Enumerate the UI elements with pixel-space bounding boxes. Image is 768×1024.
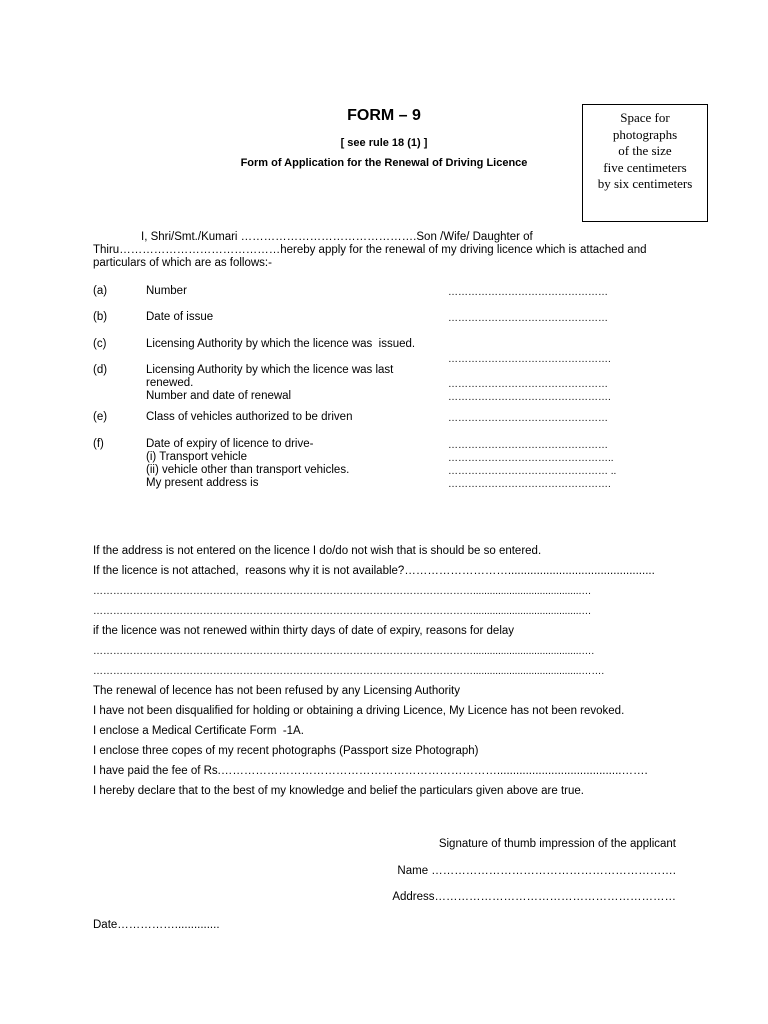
item-label-transport-vehicle: (i) Transport vehicle	[146, 451, 247, 463]
form-title: FORM – 9	[347, 107, 421, 124]
blank-renewing-authority[interactable]: …………………………………………	[448, 379, 608, 390]
photo-box-line: photographs	[612, 126, 678, 142]
photo-box-line: Space for	[620, 110, 670, 125]
fee-statement[interactable]: I have paid the fee of Rs.……………………………………………………………….......................................…….	[93, 765, 648, 777]
form-subtitle: Form of Application for the Renewal of Driving Licence	[240, 157, 528, 169]
licence-not-attached[interactable]: If the licence is not attached, reasons why it is not available?………………………..............................................	[93, 565, 655, 577]
medical-certificate-statement: I enclose a Medical Certificate Form -1A.	[93, 725, 304, 737]
blank-vehicle-class[interactable]: …………………………………………	[448, 413, 608, 424]
item-label-present-address: My present address is	[146, 477, 259, 489]
dotted-line[interactable]: …………………………………………………………………………………………………….......................................…	[93, 586, 592, 597]
dotted-line[interactable]: …………………………………………………………………………………………………….......................................…	[93, 606, 592, 617]
item-label-number: Number	[146, 285, 187, 297]
intro-line-2: Thiru……………………………………hereby apply for the renewal of my driving licence which is attached and	[93, 244, 647, 256]
dotted-line[interactable]: …………………………………………………………………………………………………….......................................…….	[93, 666, 605, 677]
declaration: I hereby declare that to the best of my knowledge and belief the particulars given above are true.	[93, 785, 584, 797]
intro-line-1: I, Shri/Smt./Kumari ……………………………………….Son /Wife/ Daughter of	[141, 231, 533, 243]
not-disqualified-statement: I have not been disqualified for holding or obtaining a driving Licence, My Licence has not been revoked.	[93, 705, 625, 717]
blank-expiry-date[interactable]: …………………………………………	[448, 440, 608, 451]
item-letter-f: (f)	[93, 438, 104, 450]
blank-present-address[interactable]: ………………………………………….	[448, 479, 611, 490]
item-letter-d: (d)	[93, 364, 108, 376]
item-letter-c: (c)	[93, 338, 107, 350]
item-label-expiry-date: Date of expiry of licence to drive-	[146, 438, 314, 450]
photo-box-line: of the size	[618, 143, 672, 158]
item-label-date-of-issue: Date of issue	[146, 311, 214, 323]
item-label-renewing-authority-cont: renewed.	[146, 377, 194, 389]
signature-label: Signature of thumb impression of the applicant	[438, 838, 676, 850]
address-note: If the address is not entered on the licence I do/do not wish that is should be so entered.	[93, 545, 542, 557]
intro-line-3: particulars of which are as follows:-	[93, 257, 272, 269]
photo-box	[582, 104, 708, 222]
item-letter-e: (e)	[93, 411, 108, 423]
address-field[interactable]: Address………………………………………………………	[392, 891, 676, 903]
blank-transport-vehicle[interactable]: …………………………………………..	[448, 453, 614, 464]
dotted-line[interactable]: …………………………………………………………………………………………………….......................................….	[93, 646, 595, 657]
licence-not-renewed: if the licence was not renewed within thirty days of date of expiry, reasons for delay	[93, 625, 515, 637]
item-label-renewing-authority: Licensing Authority by which the licence was last	[146, 364, 394, 376]
not-refused-statement: The renewal of lecence has not been refused by any Licensing Authority	[93, 685, 460, 697]
blank-date-of-issue[interactable]: …………………………………………	[448, 313, 608, 324]
photo-box-line: five centimeters	[603, 159, 687, 175]
blank-renewal-number-date[interactable]: ………………………………………….	[448, 392, 611, 403]
item-letter-a: (a)	[93, 285, 108, 297]
photo-box-line: by six centimeters	[597, 176, 693, 191]
item-label-issuing-authority: Licensing Authority by which the licence was issued.	[146, 338, 416, 350]
photographs-statement: I enclose three copes of my recent photographs (Passport size Photograph)	[93, 745, 479, 757]
date-field[interactable]: Date……………..............	[93, 919, 220, 931]
item-label-renewal-number-date: Number and date of renewal	[146, 390, 292, 402]
rule-reference: [ see rule 18 (1) ]	[340, 137, 428, 149]
blank-number[interactable]: …………………………………………	[448, 287, 608, 298]
item-label-non-transport-vehicle: (ii) vehicle other than transport vehicles.	[146, 464, 350, 476]
item-label-vehicle-class: Class of vehicles authorized to be driven	[146, 411, 353, 423]
item-letter-b: (b)	[93, 311, 108, 323]
name-field[interactable]: Name ……………………………………………………….	[397, 865, 676, 877]
blank-non-transport-vehicle[interactable]: ………………………………………… ..	[448, 466, 617, 477]
blank-issuing-authority[interactable]: ………………………………………….	[448, 354, 611, 365]
